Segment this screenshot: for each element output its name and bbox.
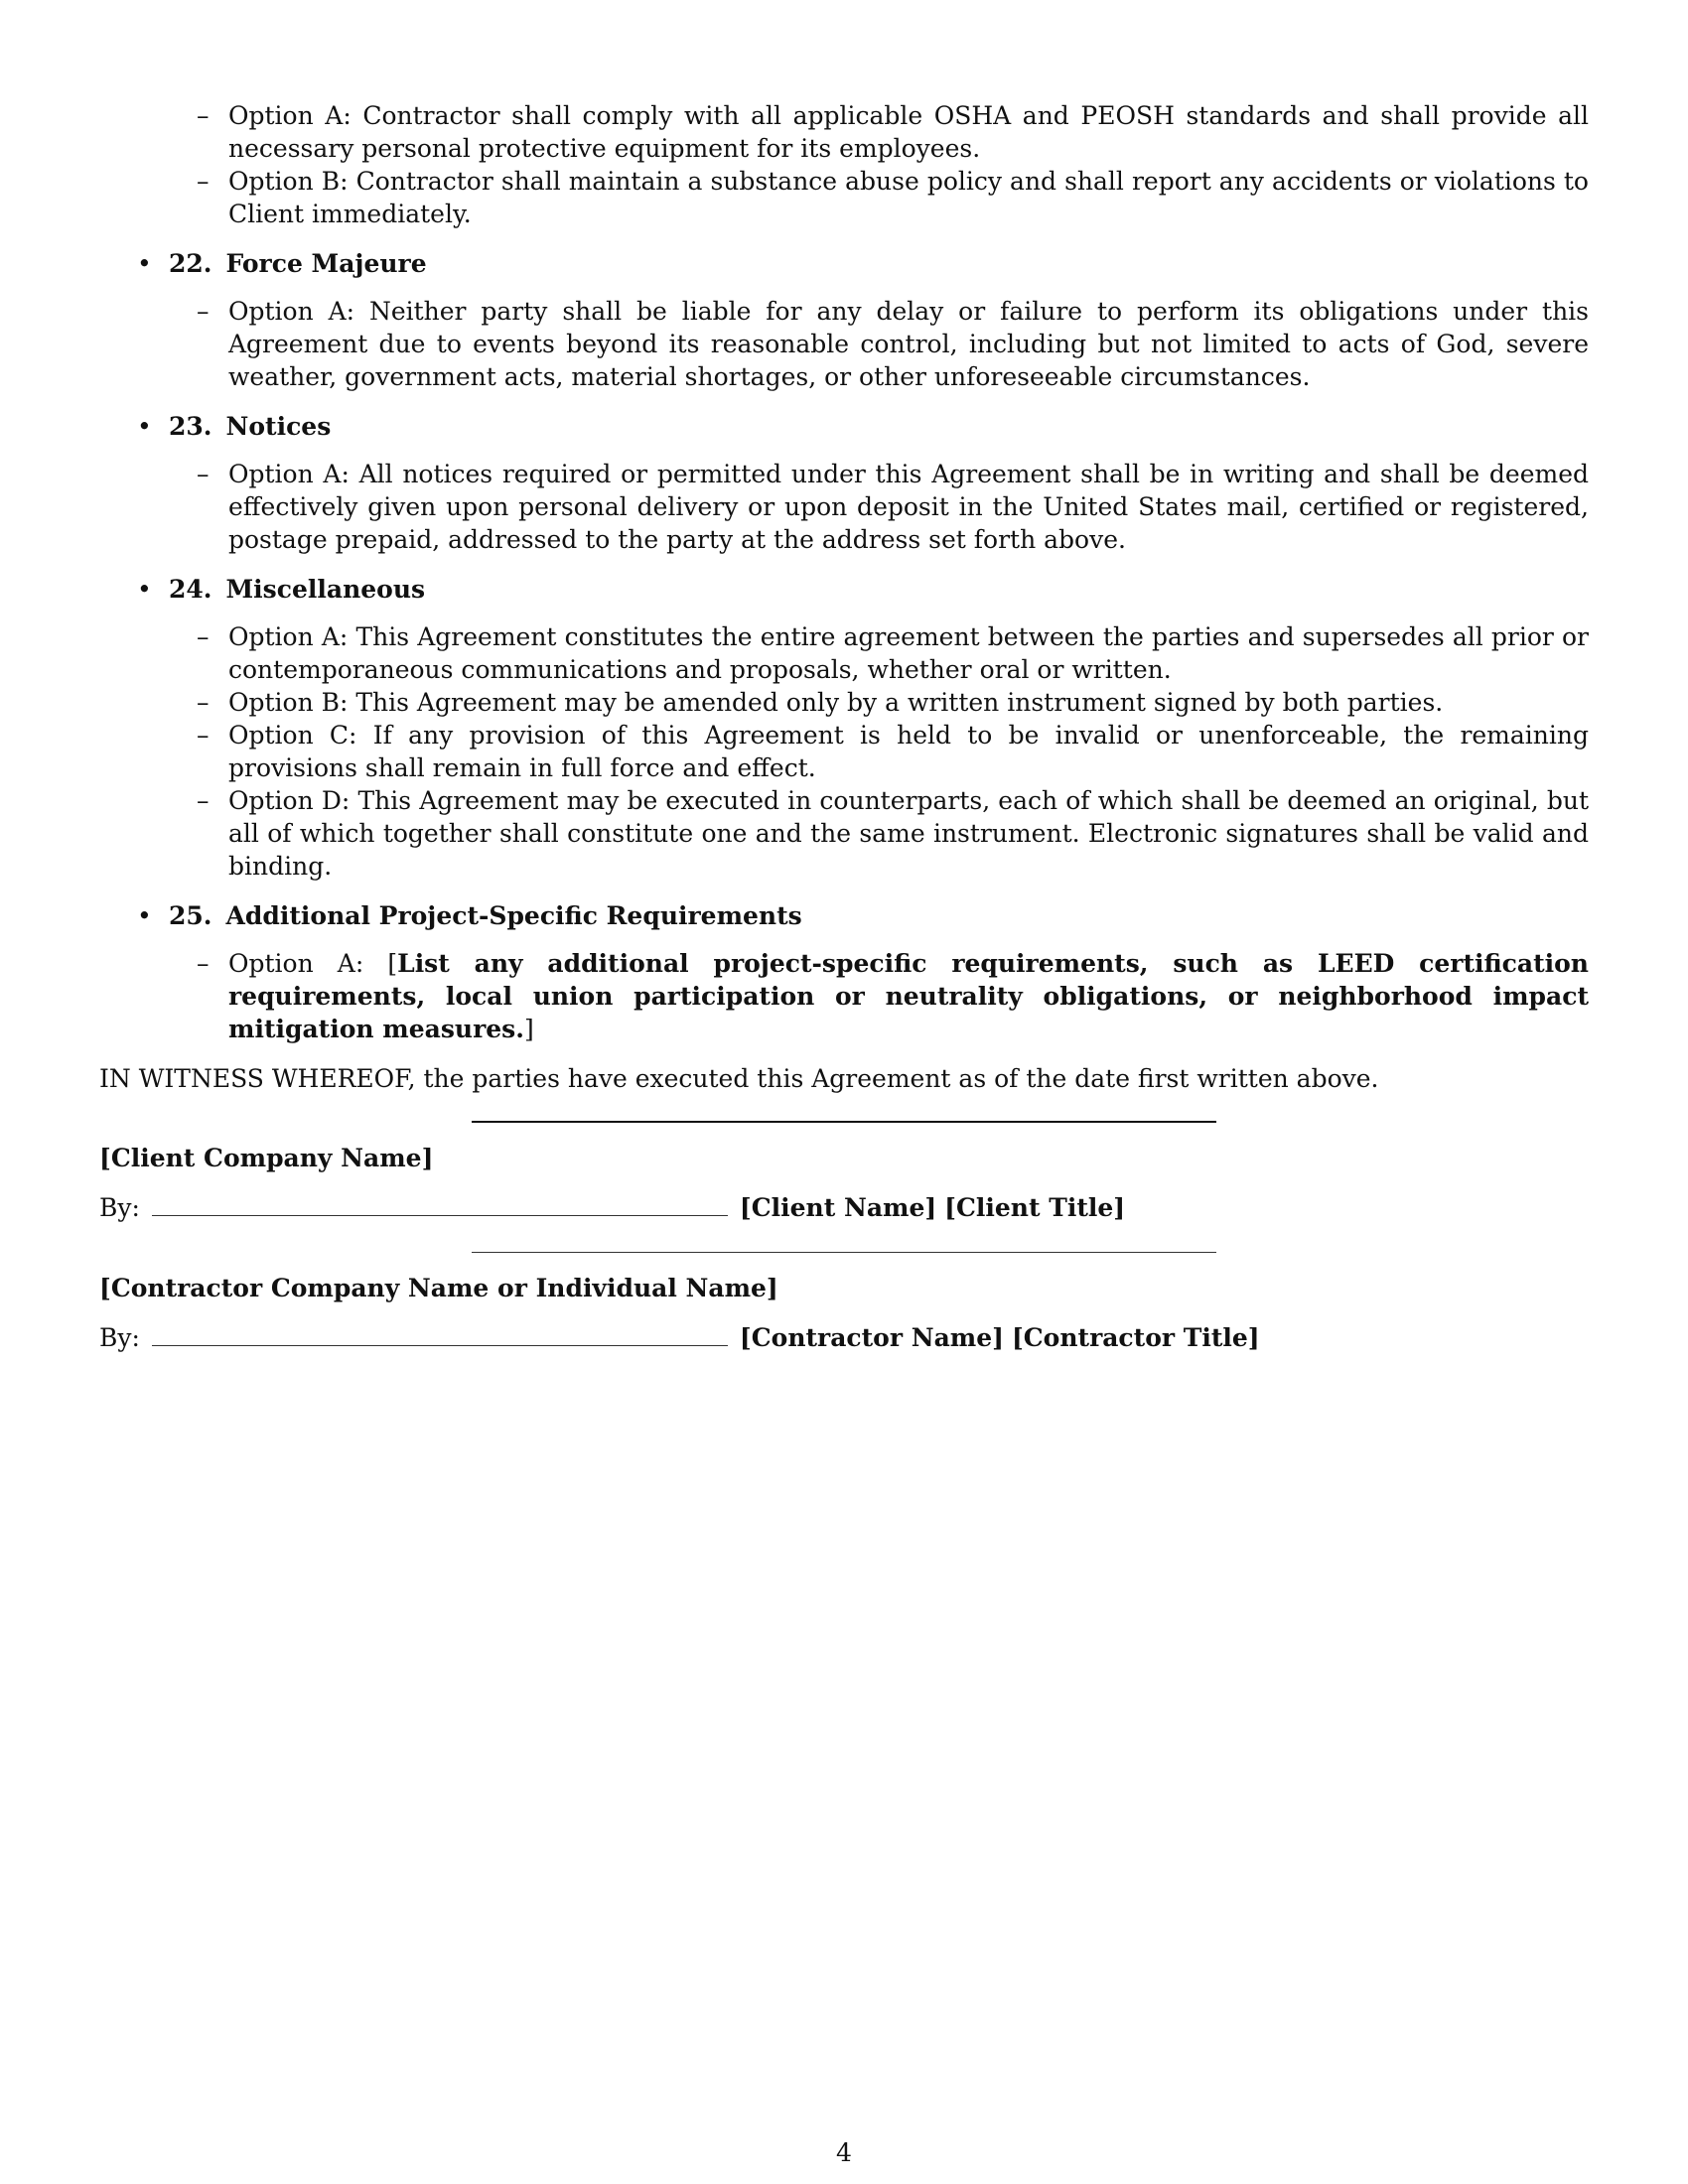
dash-marker: – — [197, 101, 210, 130]
options-list — [99, 620, 1589, 883]
section-heading — [99, 247, 1589, 280]
client-signature-line[interactable] — [152, 1191, 728, 1216]
safety-options-list — [99, 99, 1589, 230]
section-miscellaneous — [99, 573, 1589, 883]
dash-marker: – — [197, 786, 210, 815]
contractor-signature-line[interactable] — [152, 1321, 728, 1346]
section-number: 22. — [169, 249, 212, 278]
bracket-close: ] — [523, 1015, 534, 1043]
bullet-marker: • — [137, 901, 152, 930]
by-label: By: — [99, 1323, 140, 1352]
list-item — [99, 295, 1589, 393]
dash-marker: – — [197, 949, 210, 978]
section-number: 23. — [169, 412, 212, 441]
option-text: Option A: Contractor shall comply with all applicable OSHA and PEOSH standards and shall provide all necessary personal protective equipment for its employees. — [228, 101, 1589, 163]
list-item — [99, 719, 1589, 784]
option-text: Option B: This Agreement may be amended only by a written instrument signed by both parties. — [228, 688, 1444, 717]
section-heading — [99, 410, 1589, 443]
option-text: Option B: Contractor shall maintain a substance abuse policy and shall report any accidents or violations to Client immediately. — [228, 167, 1589, 228]
dash-marker: – — [197, 297, 210, 326]
client-name: [Client Name] — [739, 1193, 937, 1222]
section-number: 24. — [169, 575, 212, 604]
dash-marker: – — [197, 167, 210, 196]
option-text: Option A: This Agreement constitutes the entire agreement between the parties and supersedes all prior or contemporaneous communications and proposals, whether oral or written. — [228, 622, 1589, 684]
section-notices — [99, 410, 1589, 556]
section-heading — [99, 573, 1589, 606]
signature-divider — [472, 1121, 1216, 1123]
option-prefix: Option A: — [228, 949, 388, 978]
list-item — [99, 458, 1589, 556]
dash-marker: – — [197, 688, 210, 717]
by-label: By: — [99, 1193, 140, 1222]
option-text: Option D: This Agreement may be executed in counterparts, each of which shall be deemed an original, but all of which together shall constitute one and the same instrument. Electronic signatures shall be valid and binding. — [228, 786, 1589, 881]
dash-marker: – — [197, 460, 210, 488]
document-page — [99, 99, 1589, 1354]
client-signature-row — [99, 1191, 1589, 1224]
bullet-marker: • — [137, 575, 152, 604]
section-number: 25. — [169, 901, 212, 930]
placeholder-text: List any additional project-specific requirements, such as LEED certification requirements, local union participation or neutrality obligations, or neighborhood impact mitigation measures. — [228, 949, 1589, 1043]
client-title: [Client Title] — [944, 1193, 1126, 1222]
options-list — [99, 295, 1589, 393]
contractor-name: [Contractor Name] — [739, 1323, 1004, 1352]
contractor-signature-row — [99, 1321, 1589, 1354]
list-item — [99, 99, 1589, 165]
bullet-marker: • — [137, 249, 152, 278]
contractor-company-name: [Contractor Company Name or Individual Name] — [99, 1274, 778, 1302]
list-item — [99, 686, 1589, 719]
section-title: Miscellaneous — [225, 575, 426, 604]
section-title: Additional Project-Specific Requirements — [225, 901, 802, 930]
page-number: 4 — [836, 2138, 852, 2167]
bracket-open: [ — [387, 949, 398, 978]
option-text: Option A: Neither party shall be liable for any delay or failure to perform its obligations under this Agreement due to events beyond its reasonable control, including but not limited to acts of God, severe weather, government acts, material shortages, or other unforeseeable circumstances. — [228, 297, 1589, 391]
section-heading — [99, 899, 1589, 932]
bullet-marker: • — [137, 412, 152, 441]
options-list — [99, 947, 1589, 1045]
section-title: Notices — [225, 412, 332, 441]
contractor-title: [Contractor Title] — [1011, 1323, 1260, 1352]
list-item — [99, 947, 1589, 1045]
option-text: Option C: If any provision of this Agreement is held to be invalid or unenforceable, the remaining provisions shall remain in full force and effect. — [228, 721, 1589, 782]
section-additional-requirements — [99, 899, 1589, 1045]
list-item — [99, 165, 1589, 230]
client-company-name: [Client Company Name] — [99, 1144, 434, 1172]
dash-marker: – — [197, 721, 210, 750]
options-list — [99, 458, 1589, 556]
list-item — [99, 784, 1589, 883]
section-force-majeure — [99, 247, 1589, 393]
signature-divider — [472, 1252, 1216, 1253]
list-item — [99, 620, 1589, 686]
section-title: Force Majeure — [225, 249, 427, 278]
dash-marker: – — [197, 622, 210, 651]
witness-statement: IN WITNESS WHEREOF, the parties have executed this Agreement as of the date first written above. — [99, 1064, 1379, 1093]
option-text: Option A: All notices required or permitted under this Agreement shall be in writing and shall be deemed effectively given upon personal delivery or upon deposit in the United States mail, certified or registered, postage prepaid, addressed to the party at the address set forth above. — [228, 460, 1589, 554]
